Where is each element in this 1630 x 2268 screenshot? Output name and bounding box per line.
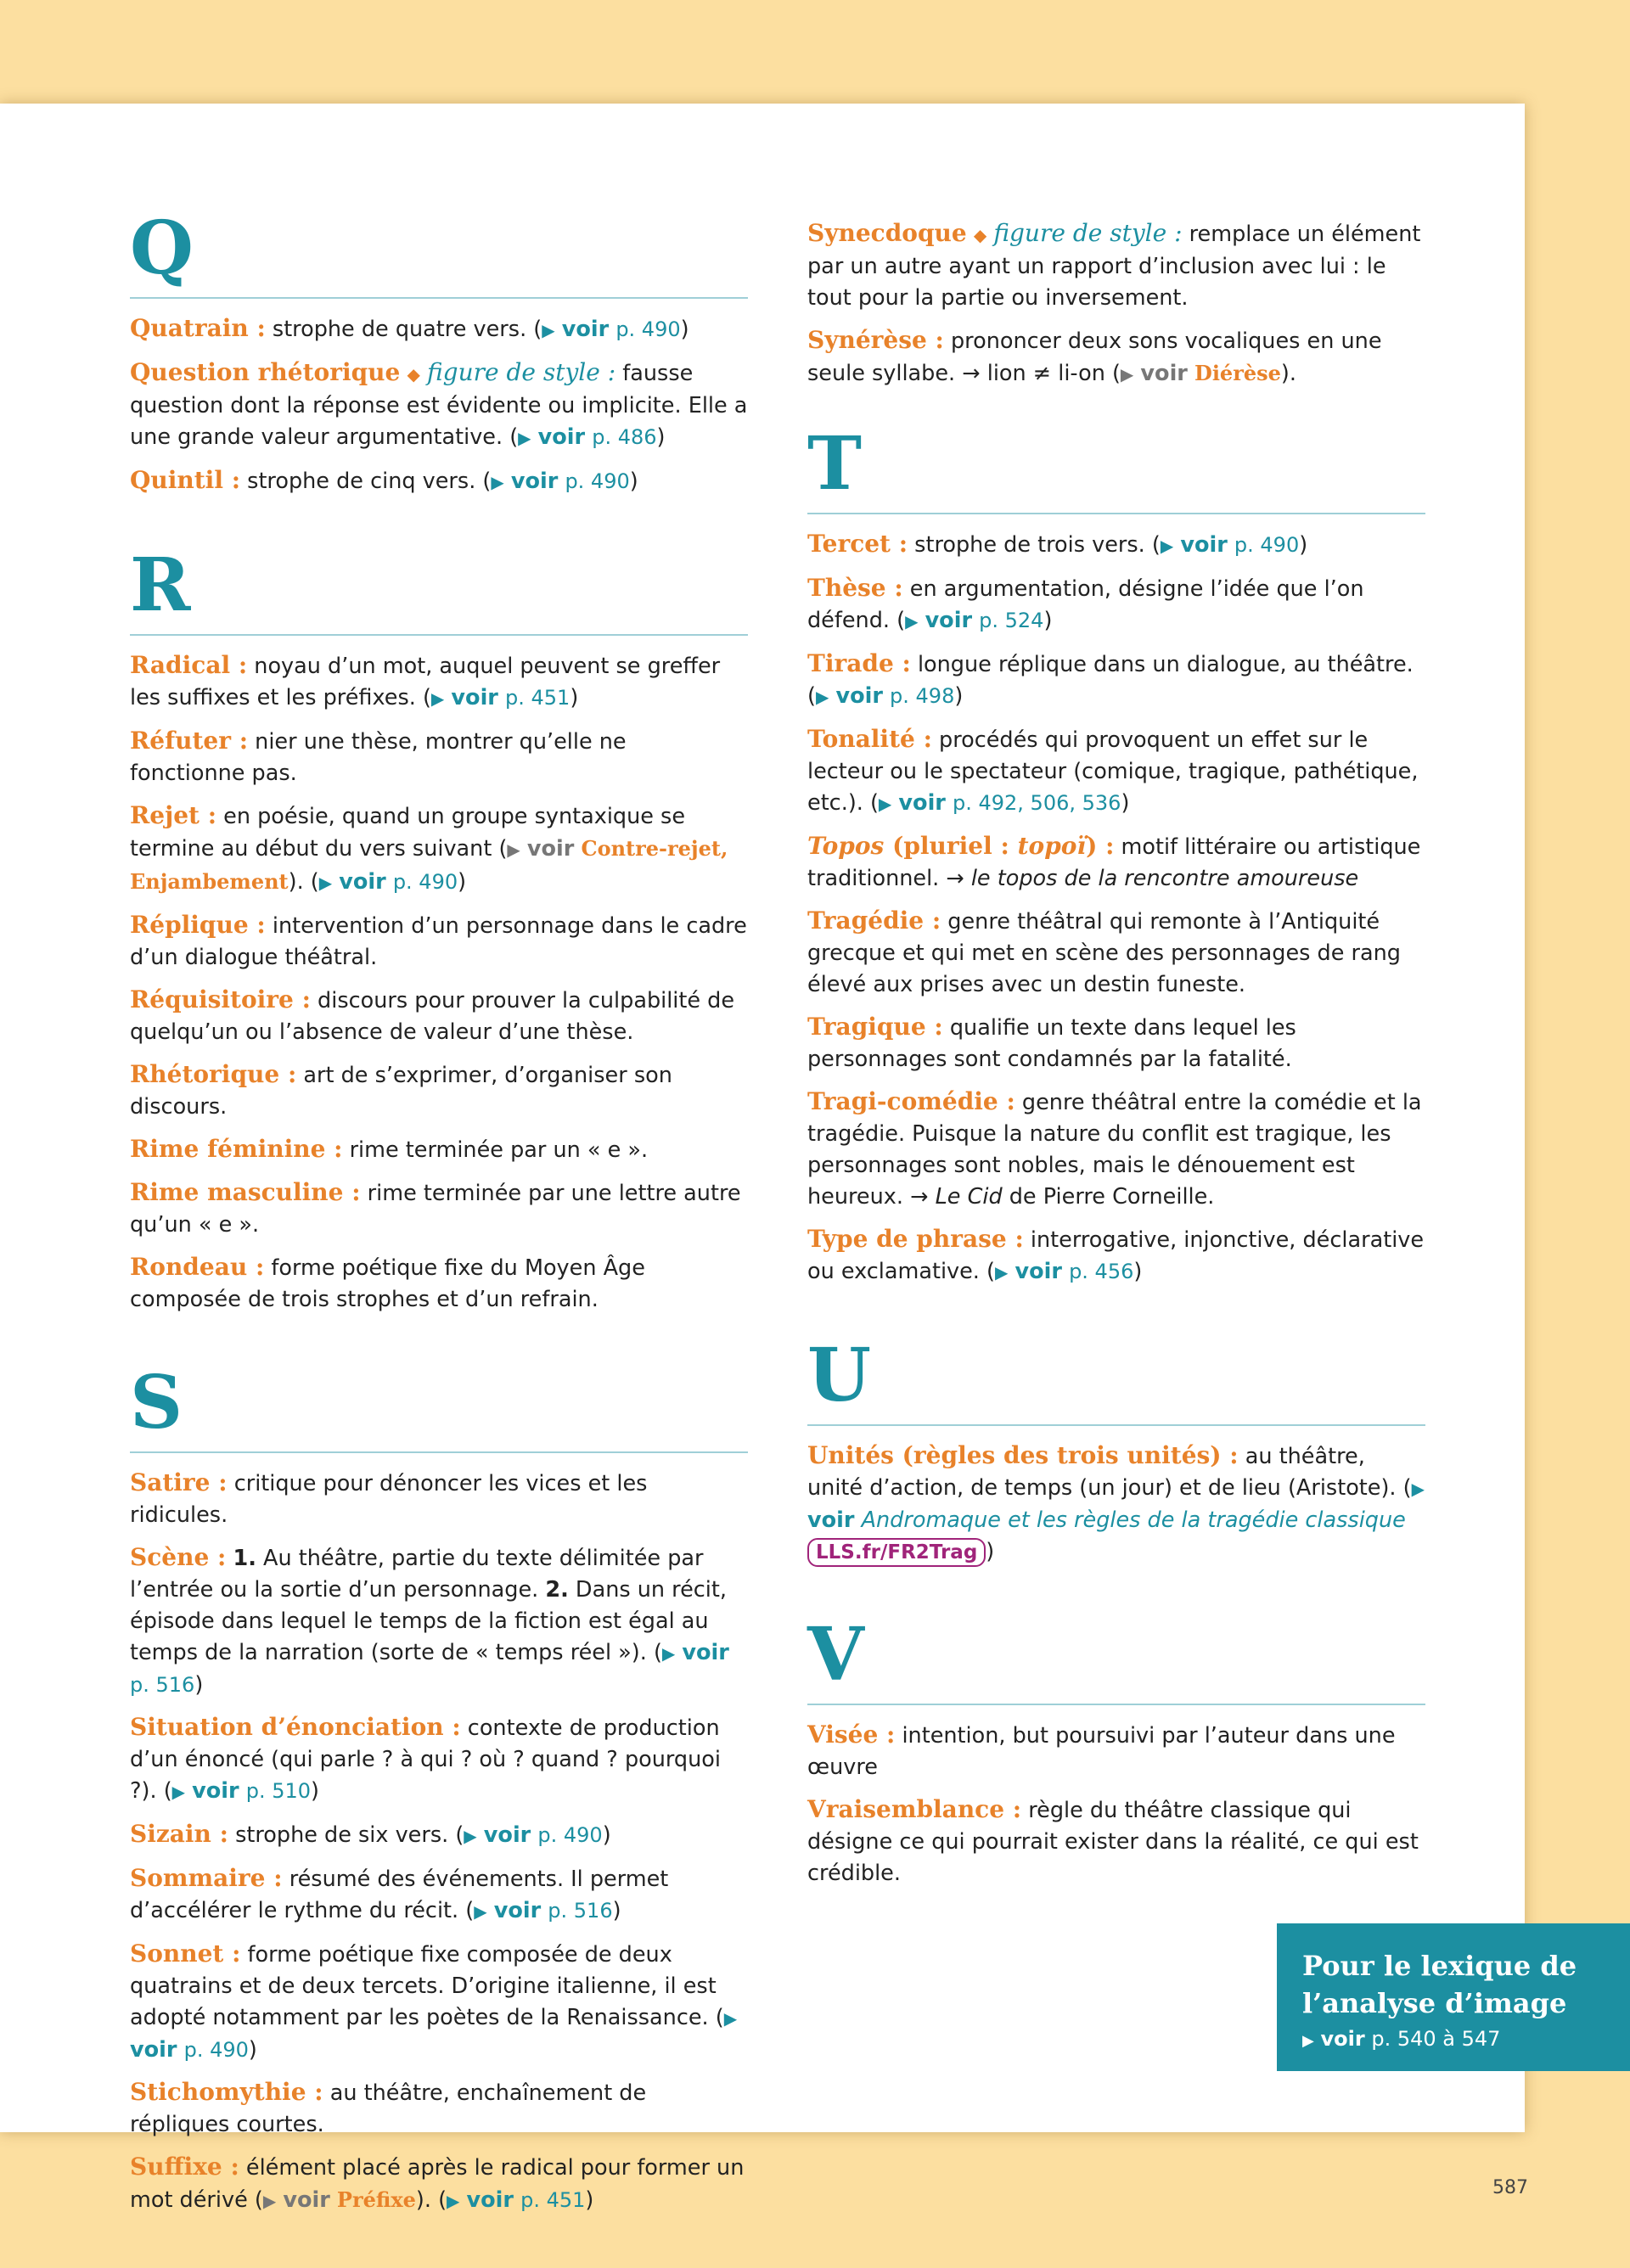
entry-rime-feminine: Rime féminine : rime terminée par un « e ».	[130, 1135, 649, 1163]
entry-rime-masculine: Rime masculine : rime terminée par une lettre autre qu’un « e ».	[130, 1178, 741, 1238]
entry-refuter: Réfuter : nier une thèse, montrer qu’elle ne fonctionne pas.	[130, 727, 627, 786]
entry-sonnet: Sonnet : forme poétique fixe composée de deux quatrains et de deux tercets. D’origine italienne, il est adopté notamment par les poètes de la Renaissance. (▶ voir p. 490)	[130, 1940, 738, 2063]
cross-ref[interactable]: Contre-rejet, Enjambement	[130, 836, 728, 894]
right-column	[807, 217, 1425, 1940]
play-icon: ▶	[430, 688, 445, 709]
section-v	[807, 1612, 1425, 1889]
entry-rhetorique: Rhétorique : art de s’exprimer, d’organiser son discours.	[130, 1060, 672, 1120]
cross-ref[interactable]: Préfixe	[336, 2187, 416, 2212]
section-q	[130, 205, 748, 498]
entry-sizain: Sizain : strophe de six vers. (▶ voir p. 490)	[130, 1820, 611, 1848]
play-icon: ▶	[1120, 364, 1134, 385]
play-icon: ▶	[878, 794, 892, 814]
section-u	[807, 1333, 1425, 1568]
entry-quatrain: Quatrain : strophe de quatre vers. (▶ voir p. 490)	[130, 314, 689, 342]
play-icon: ▶	[542, 320, 555, 340]
page-ref[interactable]: p. 490	[615, 317, 681, 341]
play-icon: ▶	[661, 1643, 676, 1664]
play-icon: ▶	[464, 1826, 477, 1846]
entry-question-rhetorique: Question rhétorique ◆ figure de style : fausse question dont la réponse est évidente ou implicite. Elle a une grande valeur argumentative. (▶ voir p. 486)	[130, 358, 748, 450]
entry-tonalite: Tonalité : procédés qui provoquent un effet sur le lecteur ou le spectateur (comique, tragique, pathétique, etc.). (▶ voir p. 492, 506, 536)	[807, 725, 1419, 816]
play-icon: ▶	[994, 1262, 1009, 1283]
play-icon: ▶	[1302, 2032, 1314, 2050]
entry-these: Thèse : en argumentation, désigne l’idée que l’on défend. (▶ voir p. 524)	[807, 574, 1364, 633]
play-icon: ▶	[723, 2008, 738, 2029]
entry-tragi-comedie: Tragi-comédie : genre théâtral entre la comédie et la tragédie. Puisque la nature du conflit est tragique, les personnages sont nobles, mais le dénouement est heureux. → Le Cid de Pierre Corneille.	[807, 1087, 1422, 1210]
callout-title: Pour le lexique de l’analyse d’image	[1302, 1950, 1577, 2019]
entry-vraisemblance: Vraisemblance : règle du théâtre classique qui désigne ce qui pourrait exister dans la réalité, ce qui est crédible.	[807, 1795, 1419, 1886]
callout-link[interactable]: ▶ voir p. 540 à 547	[1302, 2027, 1501, 2051]
entry-radical: Radical : noyau d’un mot, auquel peuvent se greffer les suffixes et les préfixes. (▶ voir p. 451)	[130, 651, 721, 710]
entry-type-de-phrase: Type de phrase : interrogative, injonctive, déclarative ou exclamative. (▶ voir p. 456)	[807, 1225, 1425, 1284]
entry-tragique: Tragique : qualifie un texte dans lequel les personnages sont condamnés par la fatalité.	[807, 1013, 1296, 1072]
entry-visee: Visée : intention, but poursuivi par l’auteur dans une œuvre	[807, 1721, 1396, 1780]
entry-topos: Topos (pluriel : topoï) : motif littéraire ou artistique traditionnel. → le topos de la rencontre amoureuse	[807, 832, 1421, 891]
entry-replique: Réplique : intervention d’un personnage dans le cadre d’un dialogue théâtral.	[130, 911, 747, 970]
section-t	[807, 421, 1425, 1288]
play-icon: ▶	[318, 873, 333, 893]
entry-satire: Satire : critique pour dénoncer les vices et les ridicules.	[130, 1468, 648, 1528]
play-icon: ▶	[262, 2191, 277, 2211]
play-icon: ▶	[518, 428, 531, 448]
section-letter-q: Q	[130, 212, 748, 299]
entry-quintil: Quintil : strophe de cinq vers. (▶ voir p. 490)	[130, 466, 638, 494]
section-letter-u: U	[807, 1339, 1425, 1426]
cross-ref[interactable]: Diérèse	[1194, 361, 1281, 385]
play-icon: ▶	[474, 1901, 487, 1922]
entry-scene: Scène : 1. Au théâtre, partie du texte délimitée par l’entrée ou la sortie d’un personnage. 2. Dans un récit, épisode dans lequel le temps de la fiction est égal au temps de la narration (sorte de « temps réel »). (▶ voir p. 516)	[130, 1543, 729, 1698]
play-icon: ▶	[905, 611, 919, 632]
entry-tercet: Tercet : strophe de trois vers. (▶ voir p. 490)	[807, 530, 1308, 558]
diamond-icon: ◆	[973, 225, 987, 245]
entry-tirade: Tirade : longue réplique dans un dialogue, au théâtre. (▶ voir p. 498)	[807, 649, 1414, 709]
play-icon: ▶	[171, 1782, 186, 1802]
section-s	[130, 1360, 748, 2217]
term: Quatrain :	[130, 314, 266, 342]
voir-link[interactable]: voir	[561, 317, 610, 342]
lls-link[interactable]: LLS.fr/FR2Trag	[807, 1538, 986, 1567]
play-icon: ▶	[491, 472, 504, 492]
entry-synerese: Synérèse : prononcer deux sons vocaliques en une seule syllabe. → lion ≠ li-on (▶ voir Diérèse).	[807, 326, 1382, 386]
diamond-icon: ◆	[407, 364, 420, 385]
entry-suffixe: Suffixe : élément placé après le radical pour former un mot dérivé (▶ voir Préfixe). (▶ voir p. 451)	[130, 2153, 745, 2213]
play-icon: ▶	[447, 2191, 460, 2211]
play-icon: ▶	[507, 839, 520, 860]
section-r	[130, 542, 748, 1316]
entry-sommaire: Sommaire : résumé des événements. Il permet d’accélérer le rythme du récit. (▶ voir p. 516)	[130, 1864, 669, 1923]
play-icon: ▶	[815, 687, 829, 707]
entry-situation-enonciation: Situation d’énonciation : contexte de production d’un énoncé (qui parle ? à qui ? où ? quand ? pourquoi ?). (▶ voir p. 510)	[130, 1713, 721, 1804]
image-lexicon-callout[interactable]	[1277, 1923, 1630, 2071]
entry-stichomythie: Stichomythie : au théâtre, enchaînement de répliques courtes.	[130, 2078, 647, 2137]
entry-tragedie: Tragédie : genre théâtral qui remonte à l’Antiquité grecque et qui met en scène des personnages de rang élevé aux prises avec un destin funeste.	[807, 907, 1401, 997]
entry-rejet: Rejet : en poésie, quand un groupe syntaxique se termine au début du vers suivant (▶ voir Contre-rejet, Enjambement). (▶ voir p. 490)	[130, 801, 728, 895]
section-letter-v: V	[807, 1619, 1425, 1705]
entry-requisitoire: Réquisitoire : discours pour prouver la culpabilité de quelqu’un ou l’absence de valeur d’une thèse.	[130, 985, 735, 1045]
section-letter-r: R	[130, 549, 748, 636]
left-column	[130, 205, 748, 2268]
section-letter-t: T	[807, 428, 1425, 514]
play-icon: ▶	[1411, 1479, 1425, 1499]
section-letter-s: S	[130, 1367, 748, 1453]
play-icon: ▶	[1160, 536, 1174, 556]
page-number: 587	[1492, 2177, 1528, 2198]
entry-unites: Unités (règles des trois unités) : au théâtre, unité d’action, de temps (un jour) et de lieu (Aristote). (▶ voir Andromaque et les règles de la tragédie classique LLS.fr/FR2Trag )	[807, 1440, 1425, 1568]
entry-rondeau: Rondeau : forme poétique fixe du Moyen Âge composée de trois strophes et d’un refrain.	[130, 1253, 645, 1312]
entry-synecdoque: Synecdoque ◆ figure de style : remplace un élément par un autre ayant un rapport d’inclusion avec lui : le tout pour la partie ou inversement.	[807, 219, 1421, 311]
section-s-continued	[807, 217, 1425, 390]
